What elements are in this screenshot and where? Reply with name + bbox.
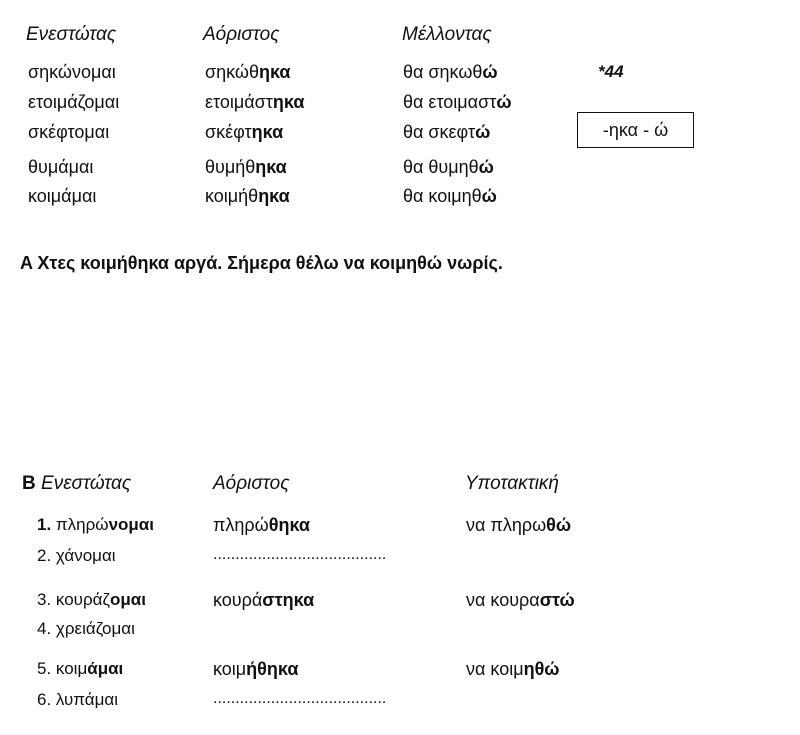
exercise-subjunctive: να κουραστώ	[466, 590, 575, 610]
exercise-present: 5. κοιμάμαι	[37, 659, 124, 678]
header-present: Ενεστώτας	[26, 24, 117, 45]
answer-blank[interactable]: .......................................	[213, 690, 387, 707]
future-form: θα σκεφτώ	[403, 122, 491, 142]
future-form: θα θυμηθώ	[403, 157, 494, 177]
section-b-header-aorist: Αόριστος	[213, 473, 290, 494]
exercise-aorist: κοιμήθηκα	[213, 659, 299, 679]
section-b-header-present: B Ενεστώτας	[22, 473, 132, 494]
example-sentence	[20, 253, 503, 274]
aorist-form: κοιμήθηκα	[205, 186, 290, 206]
example-sentence-text: Χτες κοιμήθηκα αργά. Σήμερα θέλω να κοιμηθώ νωρίς.	[37, 253, 503, 273]
exercise-subjunctive: να κοιμηθώ	[466, 659, 560, 679]
exercise-present: 1. πληρώνομαι	[37, 515, 154, 534]
answer-blank[interactable]: .......................................	[213, 546, 387, 563]
section-letter-b: B	[22, 473, 36, 494]
header-aorist: Αόριστος	[203, 24, 280, 45]
header-future: Μέλλοντας	[402, 24, 492, 45]
future-form: θα ετοιμαστώ	[403, 92, 512, 112]
aorist-form: θυμήθηκα	[205, 157, 287, 177]
exercise-present: 2. χάνομαι	[37, 546, 116, 565]
present-form: θυμάμαι	[28, 157, 94, 177]
present-form: ετοιμάζομαι	[28, 92, 120, 112]
exercise-present: 4. χρειάζομαι	[37, 619, 135, 638]
section-b-header-subjunctive: Υποτακτική	[465, 473, 559, 494]
section-letter-a: A	[20, 253, 33, 273]
future-form: θα σηκωθώ	[403, 62, 498, 82]
exercise-aorist: κουράστηκα	[213, 590, 315, 610]
aorist-form: σηκώθηκα	[205, 62, 291, 82]
present-form: σκέφτομαι	[28, 122, 110, 142]
present-form: κοιμάμαι	[28, 186, 97, 206]
exercise-present: 3. κουράζομαι	[37, 590, 146, 609]
ending-rule-box: -ηκα - ώ	[577, 112, 694, 148]
exercise-aorist: πληρώθηκα	[213, 515, 310, 535]
present-form: σηκώνομαι	[28, 62, 116, 82]
exercise-present: 6. λυπάμαι	[37, 690, 119, 709]
footnote-marker: *44	[598, 62, 624, 81]
future-form: θα κοιμηθώ	[403, 186, 497, 206]
aorist-form: σκέφτηκα	[205, 122, 284, 142]
exercise-subjunctive: να πληρωθώ	[466, 515, 572, 535]
aorist-form: ετοιμάστηκα	[205, 92, 305, 112]
